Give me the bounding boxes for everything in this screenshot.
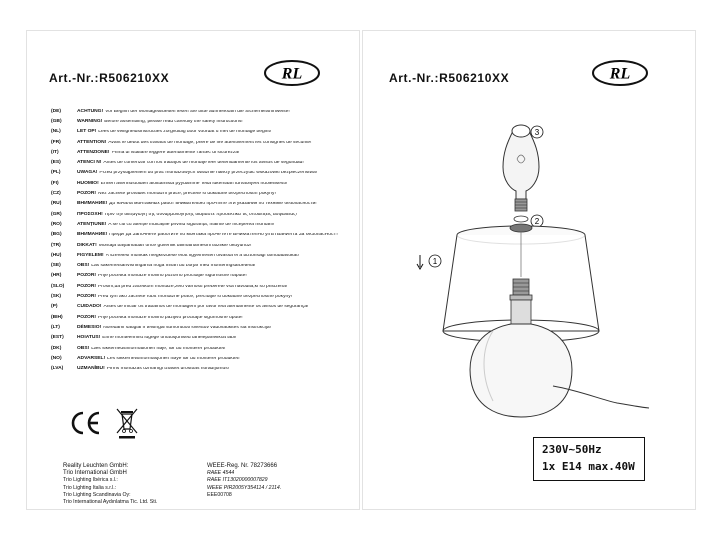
weee-line: WEEE-Reg. Nr. 78273666 xyxy=(207,463,278,469)
warning-text: Prije početka montaže molimo pažljivo pročitajte sigurnosne upute! xyxy=(98,315,243,320)
warning-row xyxy=(51,292,355,302)
warning-text: Läs säkerhetsanvisningarna noga innan du börjar med monteringsarbetena! xyxy=(91,264,256,269)
rl-logo xyxy=(263,59,321,87)
warning-title: FIGYELEM! xyxy=(77,252,104,258)
language-code: (NO) xyxy=(51,355,62,361)
warning-title: ACHTUNG! xyxy=(77,108,104,114)
warning-text: Przed przystąpieniem do prac montażowych uważnie należy przeczytać wskazówki bezpieczeństwa! xyxy=(99,171,318,176)
left-instruction-page xyxy=(26,30,360,510)
warning-title: POZOR! xyxy=(77,191,97,197)
article-number: Art.-Nr.:R506210XX xyxy=(389,71,510,85)
warning-row xyxy=(51,323,355,333)
warning-title: ATTENZIONE! xyxy=(77,149,110,155)
step-2-label xyxy=(531,215,543,227)
warning-row xyxy=(51,313,355,323)
language-code: (P) xyxy=(51,304,58,310)
warning-text: Antes de iniciar os trabalhos de montagem por favor leia atentamente os avisos de segurança! xyxy=(103,305,309,310)
ce-mark-icon xyxy=(73,413,99,433)
language-code: (IT) xyxy=(51,149,59,155)
weee-line: EEE00708 xyxy=(207,491,232,498)
warning-title: POZOR! xyxy=(77,273,97,279)
warning-text: Ennen asennustöiden aloittamista pyydämme Teitä lukemaan turvaohjeet huolellisesti! xyxy=(100,181,288,186)
article-number: Art.-Nr.:R506210XX xyxy=(49,71,170,85)
warning-title: ATENCI N! xyxy=(77,160,102,166)
warning-row xyxy=(51,179,355,189)
language-code: (CZ) xyxy=(51,191,61,197)
language-code: (TR) xyxy=(51,242,61,248)
warning-text: A se citi cu atenție îndicațiile privind siguranța, înainte de începerea montării! xyxy=(108,222,275,227)
warning-title: OBS! xyxy=(77,345,90,351)
warning-text: Les sikkerhetsinformasjonen nøye før du monterer produktet! xyxy=(107,356,240,361)
warning-title: UZMANĪBU! xyxy=(77,366,105,372)
warning-row xyxy=(51,210,355,220)
warning-title: ATENȚIUNE! xyxy=(77,221,107,227)
warning-row xyxy=(51,117,355,127)
weee-line: WEEE PIR2005Y354114 / 2114. xyxy=(207,484,282,491)
language-code: (FI) xyxy=(51,180,59,186)
socket-ring-icon xyxy=(514,216,528,222)
warning-title: ВНИМАНИЕ! xyxy=(77,232,108,238)
warning-text: Pred tým ako začnete robiť montážne práce, prečítajte si dôkladne bezpečnostné pokyny! xyxy=(98,295,293,300)
warning-text: Montaja başlamadan önce güvenlik talimatnamesini titizlikle okuyunuz! xyxy=(98,243,252,248)
warning-title: ΠΡΟΣΟΧΗ! xyxy=(77,211,103,217)
warning-text: Než začnete provádět montážní práce, přečtěte si důkladně bezpečnostní pokyny! xyxy=(98,192,276,197)
warning-title: UWAGA! xyxy=(77,170,98,176)
warning-row xyxy=(51,251,355,261)
warning-text: Antes de comenzar con los trabajos de montaje leer detenidamente los avisos de seguridad! xyxy=(103,161,304,166)
warning-row xyxy=(51,200,355,210)
company-line: Trio Lighting Scandinavia Oy: xyxy=(63,491,131,498)
warning-row xyxy=(51,220,355,230)
warning-text: Before assembling, please read carefully the safety instructions! xyxy=(104,119,243,124)
warning-title: CUIDADO! xyxy=(77,304,102,310)
warning-text: Norėdami saugiai ir teisingai sumontuoti šviestuv vadovaukitės šia instrukcija! xyxy=(103,325,271,330)
right-instruction-page xyxy=(362,30,696,510)
company-line: Trio International GmbH xyxy=(63,470,127,477)
weee-line: RAEE 4544 xyxy=(207,470,235,477)
warning-title: HUOMIO! xyxy=(77,180,99,186)
warning-title: POZOR! xyxy=(77,314,97,320)
warning-title: DIKKAT! xyxy=(77,242,97,248)
warning-title: ATTENTION! xyxy=(77,139,107,145)
warning-row xyxy=(51,107,355,117)
warning-row xyxy=(51,344,355,354)
step-1-label xyxy=(417,255,441,269)
warning-row xyxy=(51,303,355,313)
warning-row xyxy=(51,128,355,138)
language-code: (RU) xyxy=(51,201,62,207)
language-code: (SLO) xyxy=(51,283,65,289)
language-code: (GR) xyxy=(51,211,62,217)
language-code: (PL) xyxy=(51,170,61,176)
warning-text: Lees de veiligheidsinstructies zorgvuldig door voordat u met de montage begint! xyxy=(98,130,272,135)
warning-title: ADVARSEL! xyxy=(77,355,106,361)
language-code: (GB) xyxy=(51,118,62,124)
warning-row xyxy=(51,282,355,292)
svg-text:3: 3 xyxy=(534,128,540,137)
warning-title: POZOR! xyxy=(77,283,97,289)
warning-title: DĖMESIO! xyxy=(77,324,102,330)
light-bulb-icon xyxy=(503,125,539,211)
logo-text: RL xyxy=(609,65,631,83)
language-code: (HU) xyxy=(51,252,62,258)
warning-row xyxy=(51,158,355,168)
company-addresses xyxy=(63,463,157,506)
language-code: (NL) xyxy=(51,129,61,135)
warning-text: Læs sikkerhedsinformationen nøje, før du monterer produktet! xyxy=(91,346,226,351)
warning-row xyxy=(51,261,355,271)
warning-text: Vor Beginn der Montagearbeiten lesen Sie bitte aufmerksam die Sicherheitshinweise! xyxy=(105,109,290,114)
warning-title: POZOR! xyxy=(77,294,97,300)
language-code: (LT) xyxy=(51,324,60,330)
warning-text: Pirms montāžas uzmanīgi izlasiet drošības norādījumus! xyxy=(106,367,230,372)
warning-row xyxy=(51,231,355,241)
bulb-spec: 1x E14 max.40W xyxy=(542,460,635,473)
electrical-spec-box xyxy=(533,437,645,481)
weee-bin-icon xyxy=(117,409,137,439)
language-code: (ES) xyxy=(51,160,61,166)
warning-text: Prosim,da pred začetkom montaže,zelo varnosti preberete vsa navodila,ki so priložena! xyxy=(98,284,288,289)
warning-row xyxy=(51,169,355,179)
weee-registration xyxy=(207,463,281,499)
warning-title: ВНИМАНИЕ! xyxy=(77,201,108,207)
warning-text: Avant le début des travaux de montage, prière de lire attentivement les consignes de sécurité! xyxy=(108,140,312,145)
warning-row xyxy=(51,364,355,374)
language-code: (SE) xyxy=(51,263,61,269)
warning-row xyxy=(51,138,355,148)
warning-row xyxy=(51,354,355,364)
warning-row xyxy=(51,189,355,199)
warning-title: LET OP! xyxy=(77,129,97,135)
safety-warning-list xyxy=(51,107,355,375)
warning-title: HOIATUS! xyxy=(77,335,101,341)
logo-text: RL xyxy=(281,65,303,83)
language-code: (DK) xyxy=(51,345,62,351)
certification-marks xyxy=(67,405,147,441)
warning-row xyxy=(51,334,355,344)
language-code: (BG) xyxy=(51,232,62,238)
warning-title: WARNING! xyxy=(77,118,103,124)
language-code: (DE) xyxy=(51,108,62,114)
company-line: Reality Leuchten GmbH: xyxy=(63,463,129,469)
warning-text: ПредИ да Започнете работите по монтажа прочеТеТе ВНиМаТелНо упЪТВанИяТа За беЗопасНосТ! xyxy=(109,233,338,238)
language-code: (SK) xyxy=(51,294,62,300)
company-line: Trio International Aydınlatma Tic. Ltd. Sti. xyxy=(63,499,158,506)
svg-text:1: 1 xyxy=(432,257,438,266)
warning-text: Πριν την διεξαγωγή της συναρμολόγησης διαβάστε προσεκτικά τις υποδείξεις ασφαλείας! xyxy=(104,212,297,217)
warning-text: Prije početka montaže molimo pozorno pročitajte sigurnosne napute! xyxy=(98,274,247,279)
warning-text: Prima di istallare leggere attentamente l'arttec di sicurezza! xyxy=(111,150,240,155)
warning-text: A szerelési munkák megkezdése előtt figyelmesen olvassa el a biztonsági útmutatásokat! xyxy=(105,253,299,258)
language-code: (RO) xyxy=(51,221,62,227)
warning-row xyxy=(51,272,355,282)
warning-row xyxy=(51,148,355,158)
svg-text:2: 2 xyxy=(534,217,540,226)
warning-row xyxy=(51,241,355,251)
company-line: Trio Lighting Italia s.r.l.: xyxy=(63,484,117,491)
warning-text: Enne monteerimist lugege ohutusjuhised tähelepanelikult läbi! xyxy=(102,336,237,341)
company-line: Trio Lighting Ibérica s.l.: xyxy=(63,477,118,484)
step-3-label xyxy=(531,126,543,138)
language-code: (HR) xyxy=(51,273,62,279)
warning-text: До начала монтажных работ внимательно прочтите эти указания по технике безопасности! xyxy=(109,202,317,207)
assembly-illustration xyxy=(363,31,695,509)
voltage-spec: 230V~50Hz xyxy=(542,443,602,456)
language-code: (LVA) xyxy=(51,366,64,372)
weee-line: RAEE IT13020000007829 xyxy=(207,477,268,484)
language-code: (EST) xyxy=(51,335,64,341)
warning-title: OBS! xyxy=(77,263,90,269)
language-code: (BIH) xyxy=(51,314,63,320)
language-code: (FR) xyxy=(51,139,61,145)
